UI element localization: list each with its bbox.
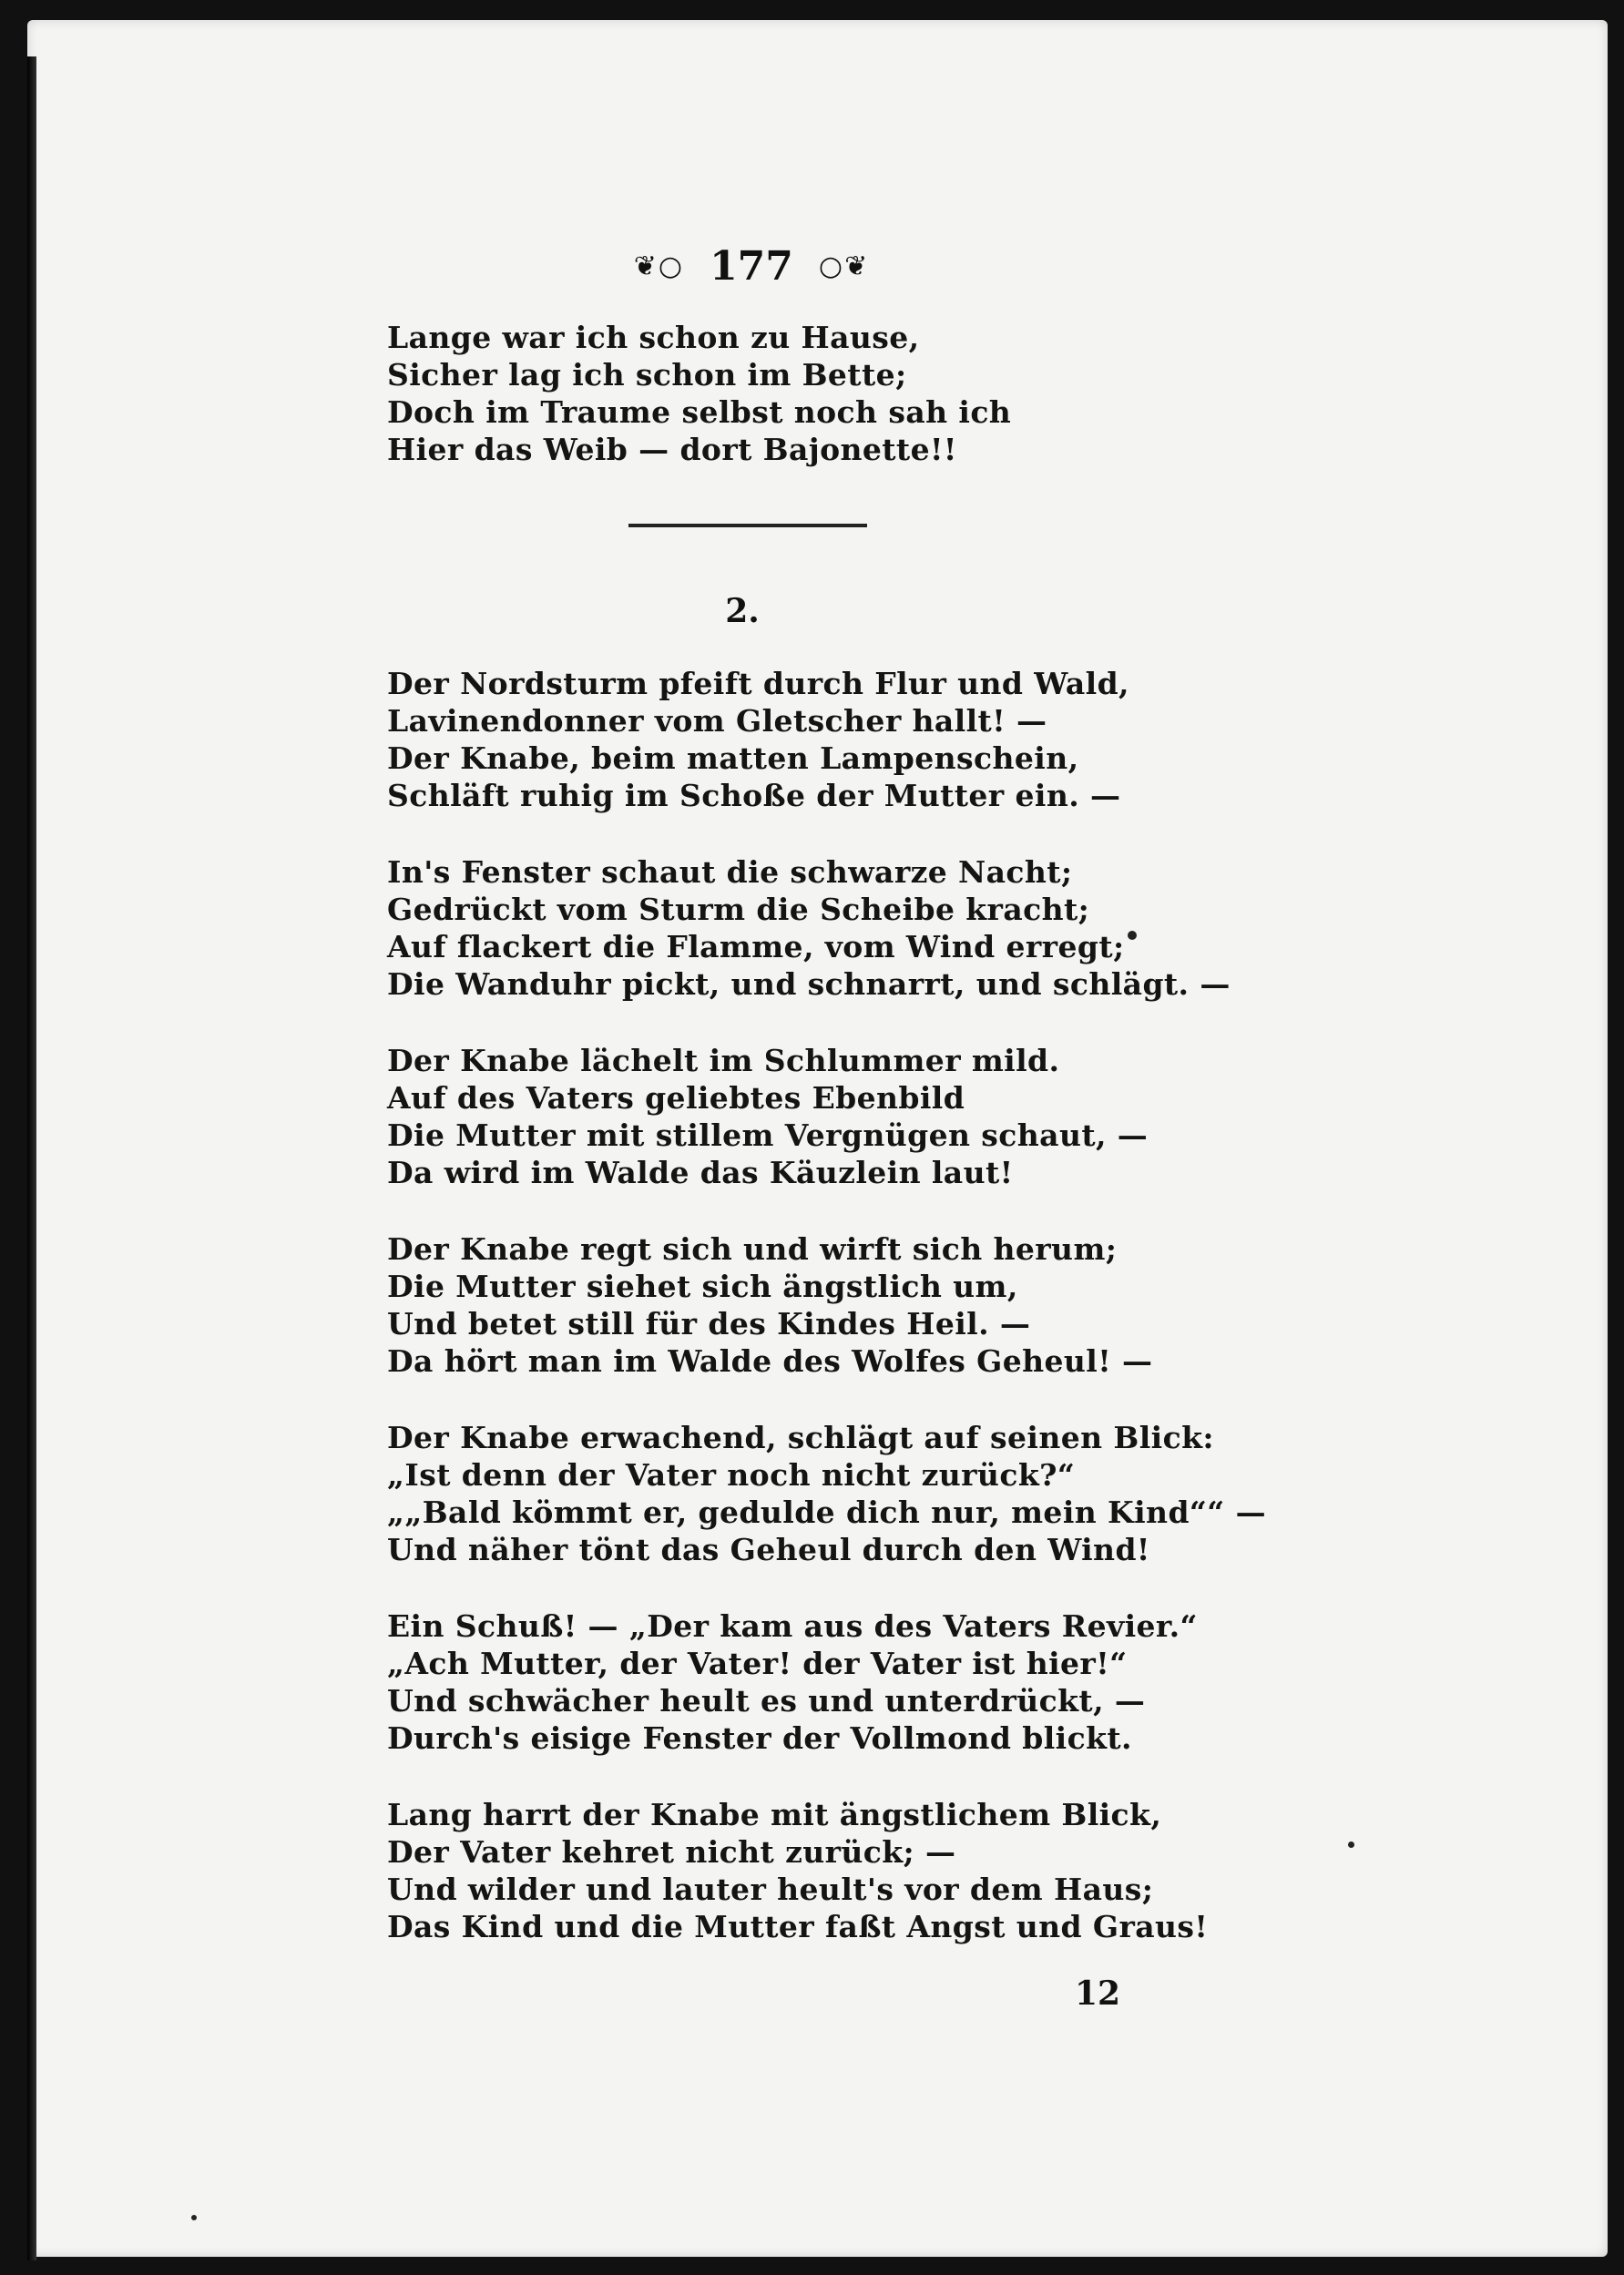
- stanza-1: [387, 665, 1225, 814]
- stanza-7: [387, 1796, 1225, 1945]
- verse-line: Lange war ich schon zu Hause,: [387, 320, 920, 355]
- ornament-left-icon: ❦○: [633, 250, 685, 282]
- verse-line: Doch im Traume selbst noch sah ich: [387, 394, 1012, 430]
- poem-body: [387, 665, 1266, 1984]
- stanza-5: [387, 1419, 1266, 1568]
- stanza-3: [387, 1042, 1225, 1191]
- verse-line: In's Fenster schaut die schwarze Nacht;: [387, 854, 1073, 890]
- verse-line: Auf des Vaters geliebtes Ebenbild: [387, 1080, 965, 1116]
- verse-line: Der Knabe, beim matten Lampenschein,: [387, 740, 1079, 776]
- verse-line: Das Kind und die Mutter faßt Angst und Graus!: [387, 1909, 1209, 1944]
- verse-line: Und betet still für des Kindes Heil. —: [387, 1306, 1031, 1342]
- verse-line: Hier das Weib — dort Bajonette!!: [387, 432, 957, 467]
- page-header: [601, 239, 902, 293]
- signature-mark: 12: [1075, 1974, 1121, 2013]
- verse-line: „Ist denn der Vater noch nicht zurück?“: [387, 1457, 1076, 1493]
- verse-line: Lavinendonner vom Gletscher hallt! —: [387, 703, 1047, 739]
- stanza-2: [387, 853, 1231, 1003]
- verse-line: Ein Schuß! — „Der kam aus des Vaters Revier.“: [387, 1608, 1198, 1644]
- verse-line: Und wilder und lauter heult's vor dem Haus;: [387, 1872, 1154, 1907]
- verse-line: Und schwächer heult es und unterdrückt, —: [387, 1683, 1146, 1719]
- verse-line: Der Vater kehret nicht zurück; —: [387, 1834, 956, 1870]
- ink-speck: [1348, 1841, 1354, 1848]
- ornament-right-icon: ○❦: [818, 250, 870, 282]
- continuation-stanza: [387, 319, 1225, 468]
- verse-line: Lang harrt der Knabe mit ängstlichem Blick,: [387, 1797, 1162, 1832]
- verse-line: Der Knabe regt sich und wirft sich herum;: [387, 1231, 1118, 1267]
- verse-line: Der Nordsturm pfeift durch Flur und Wald,: [387, 666, 1129, 701]
- verse-line: Die Mutter siehet sich ängstlich um,: [387, 1269, 1018, 1304]
- verse-line: Da hört man im Walde des Wolfes Geheul! —: [387, 1343, 1153, 1379]
- section-divider: [628, 524, 867, 527]
- page-number: 177: [710, 242, 793, 290]
- verse-line: Durch's eisige Fenster der Vollmond blickt.: [387, 1720, 1132, 1756]
- stanza-4: [387, 1230, 1225, 1380]
- verse-line: Und näher tönt das Geheul durch den Wind!: [387, 1532, 1150, 1567]
- section-number: 2.: [725, 592, 760, 630]
- page-edge-shadow: [27, 56, 36, 2260]
- verse-line: Die Mutter mit stillem Vergnügen schaut, —: [387, 1117, 1149, 1153]
- verse-line: Da wird im Walde das Käuzlein laut!: [387, 1155, 1014, 1190]
- verse-line: Auf flackert die Flamme, vom Wind erregt;: [387, 929, 1125, 964]
- verse-line: „Ach Mutter, der Vater! der Vater ist hier!“: [387, 1646, 1128, 1681]
- verse-line: Sicher lag ich schon im Bette;: [387, 357, 907, 393]
- verse-line: Der Knabe erwachend, schlägt auf seinen Blick:: [387, 1420, 1214, 1455]
- ink-speck: [1128, 931, 1137, 940]
- ink-speck: [191, 2215, 197, 2220]
- verse-line: Schläft ruhig im Schoße der Mutter ein. —: [387, 778, 1121, 813]
- verse-line: Gedrückt vom Sturm die Scheibe kracht;: [387, 892, 1090, 927]
- verse-line: Der Knabe lächelt im Schlummer mild.: [387, 1043, 1060, 1078]
- stanza-6: [387, 1607, 1225, 1757]
- verse-line: Die Wanduhr pickt, und schnarrt, und schlägt. —: [387, 966, 1231, 1002]
- verse-line: „„Bald kömmt er, gedulde dich nur, mein Kind““ —: [387, 1495, 1266, 1530]
